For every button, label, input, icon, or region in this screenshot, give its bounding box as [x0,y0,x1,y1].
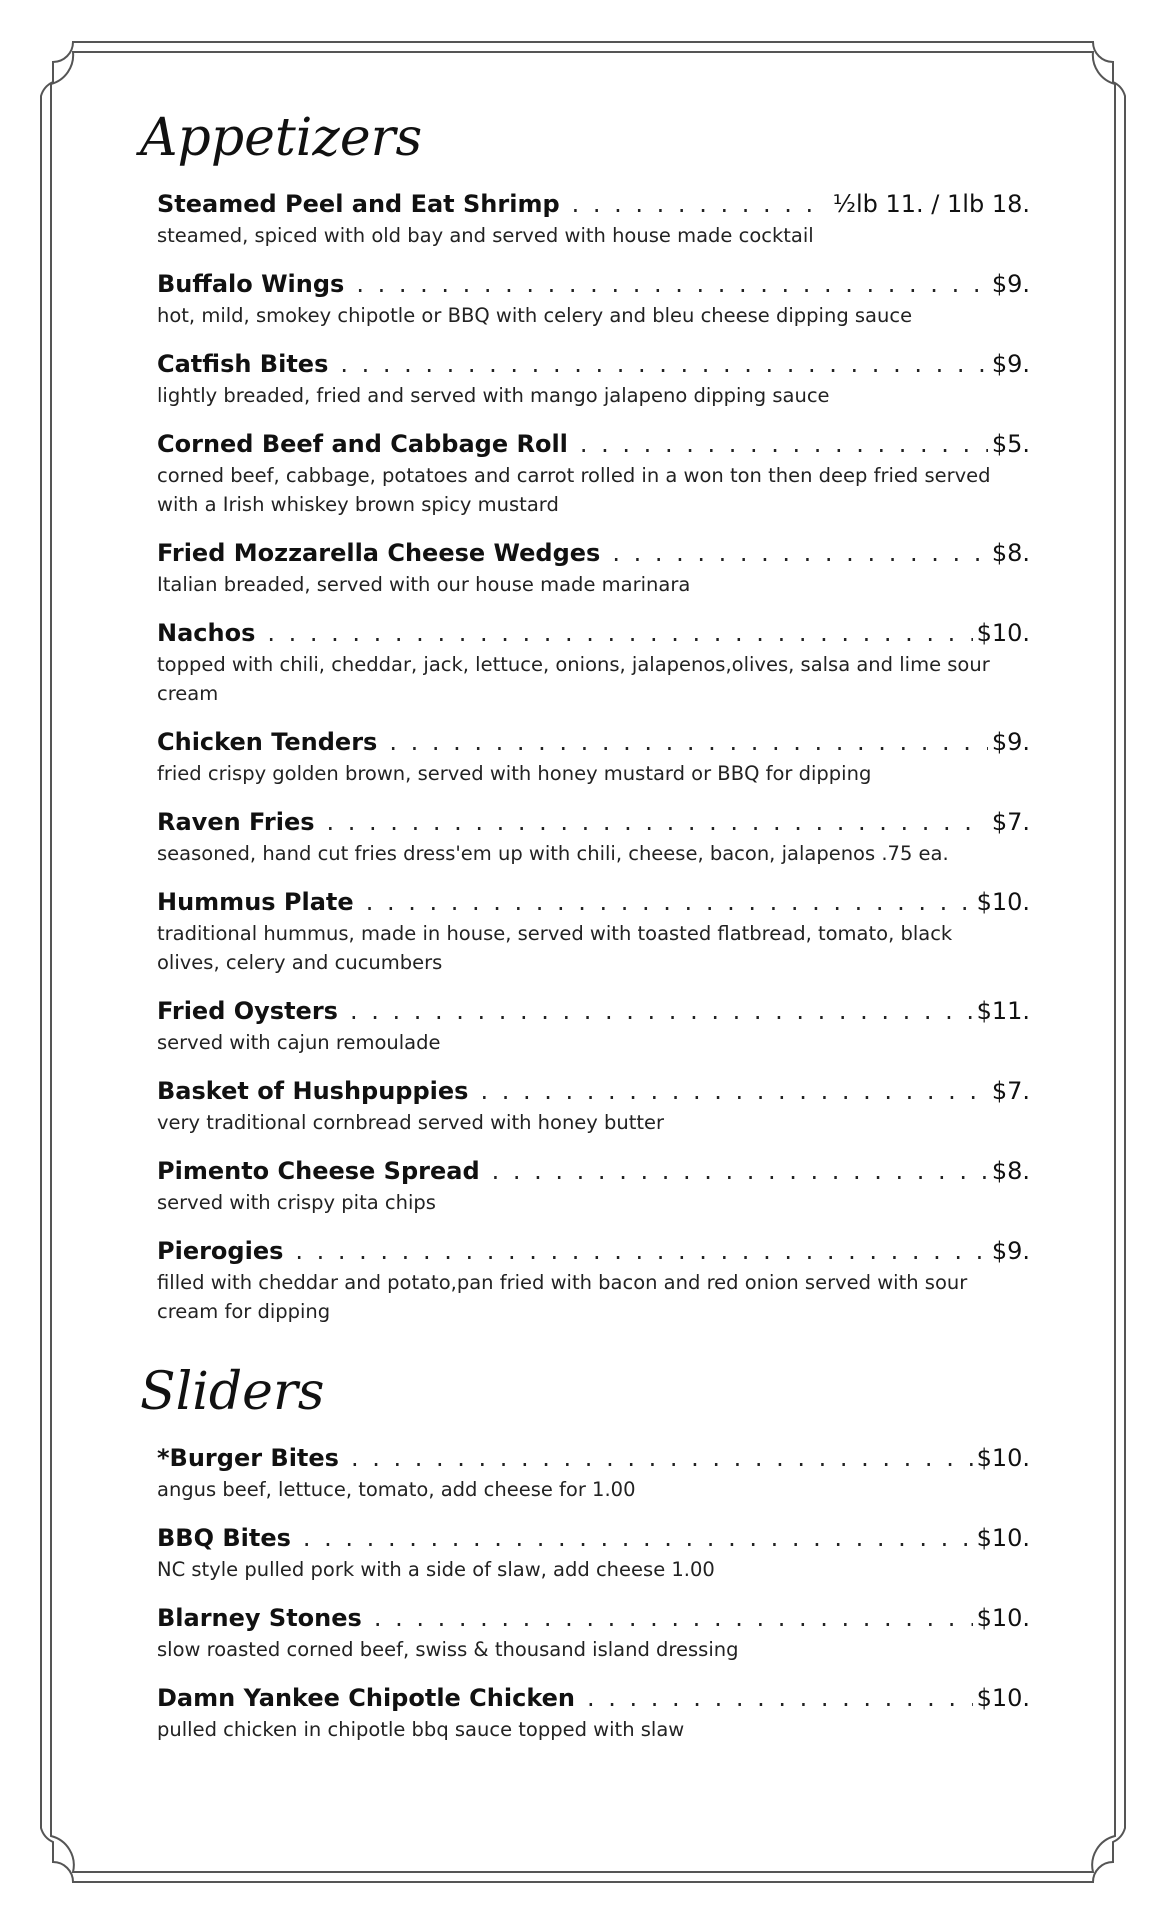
item-name: Fried Mozzarella Cheese Wedges [157,539,601,568]
item-price: $10. [976,888,1030,917]
item-description: traditional hummus, made in house, served with toasted flatbread, tomato, black olives, celery and cucumbers [157,922,953,975]
item-name: Hummus Plate [157,888,354,917]
item-price: $9. [991,1237,1030,1266]
item-description: angus beef, lettuce, tomato, add cheese for 1.00 [157,1478,636,1502]
dot-leader [612,536,987,570]
item-description: pulled chicken in chipotle bbq sauce topped with slaw [157,1718,685,1742]
dot-leader [480,1074,987,1108]
item-name: Pimento Cheese Spread [157,1157,480,1186]
menu-item [157,1441,1030,1504]
item-name: *Burger Bites [157,1444,339,1473]
section-appetizers [140,110,1030,1326]
item-name: BBQ Bites [157,1524,291,1553]
dot-leader [351,1441,973,1475]
dot-leader [267,616,972,650]
item-name: Damn Yankee Chipotle Chicken [157,1684,576,1713]
item-description: served with crispy pita chips [157,1191,436,1215]
menu-item [157,1154,1030,1217]
menu-item [157,1601,1030,1664]
section-sliders [140,1364,1030,1744]
item-price: $10. [976,1684,1030,1713]
item-price: $11. [976,997,1030,1026]
dot-leader [580,427,988,461]
menu-item [157,267,1030,330]
menu-content [140,110,1030,1761]
item-description: served with cajun remoulade [157,1031,441,1055]
menu-item [157,536,1030,599]
item-price: ½lb 11. / 1lb 18. [832,190,1030,219]
item-price: $10. [976,1604,1030,1633]
item-name: Pierogies [157,1237,284,1266]
dot-leader [356,267,987,301]
menu-item [157,885,1030,977]
item-name: Fried Oysters [157,997,338,1026]
item-price: $9. [991,270,1030,299]
menu-item [157,1521,1030,1584]
item-description: hot, mild, smokey chipotle or BBQ with celery and bleu cheese dipping sauce [157,304,913,328]
item-price: $8. [991,1157,1030,1186]
item-price: $7. [991,808,1030,837]
item-description: Italian breaded, served with our house made marinara [157,573,691,597]
dot-leader [587,1681,973,1715]
dot-leader [366,885,973,919]
menu-item [157,187,1030,250]
item-name: Blarney Stones [157,1604,362,1633]
item-price: $10. [976,1524,1030,1553]
menu-item [157,805,1030,868]
dot-leader [492,1154,988,1188]
item-price: $5. [991,430,1030,459]
item-description: lightly breaded, fried and served with mango jalapeno dipping sauce [157,384,830,408]
item-description: topped with chili, cheddar, jack, lettuce, onions, jalapenos,olives, salsa and lime sour cream [157,653,990,706]
section-title-sliders: Sliders [140,1362,325,1423]
item-price: $10. [976,1444,1030,1473]
item-description: slow roasted corned beef, swiss & thousand island dressing [157,1638,739,1662]
item-name: Nachos [157,619,256,648]
item-name: Buffalo Wings [157,270,345,299]
dot-leader [295,1234,987,1268]
menu-item [157,994,1030,1057]
menu-item [157,616,1030,708]
dot-leader [350,994,973,1028]
dot-leader [327,805,988,839]
item-description: fried crispy golden brown, served with honey mustard or BBQ for dipping [157,762,872,786]
section-title-appetizers: Appetizers [140,108,423,168]
menu-item [157,1681,1030,1744]
item-price: $9. [991,350,1030,379]
item-name: Corned Beef and Cabbage Roll [157,430,568,459]
item-name: Chicken Tenders [157,728,378,757]
menu-item [157,725,1030,788]
menu-item [157,1234,1030,1326]
item-price: $9. [991,728,1030,757]
dot-leader [374,1601,973,1635]
item-name: Catfish Bites [157,350,329,379]
dot-leader [389,725,988,759]
item-price: $7. [991,1077,1030,1106]
dot-leader [303,1521,973,1555]
item-name: Basket of Hushpuppies [157,1077,469,1106]
item-description: filled with cheddar and potato,pan fried with bacon and red onion served with sour cream for dipping [157,1271,968,1324]
item-price: $10. [976,619,1030,648]
item-description: steamed, spiced with old bay and served with house made cocktail [157,224,814,248]
item-price: $8. [991,539,1030,568]
item-description: corned beef, cabbage, potatoes and carrot rolled in a won ton then deep fried served with a Irish whiskey brown spicy mustard [157,464,991,517]
item-name: Raven Fries [157,808,315,837]
item-name: Steamed Peel and Eat Shrimp [157,190,560,219]
menu-item [157,427,1030,519]
menu-item [157,1074,1030,1137]
menu-item [157,347,1030,410]
dot-leader [572,187,829,221]
item-description: seasoned, hand cut fries dress'em up with chili, cheese, bacon, jalapenos .75 ea. [157,842,949,866]
dot-leader [340,347,987,381]
item-description: very traditional cornbread served with honey butter [157,1111,665,1135]
item-description: NC style pulled pork with a side of slaw, add cheese 1.00 [157,1558,715,1582]
